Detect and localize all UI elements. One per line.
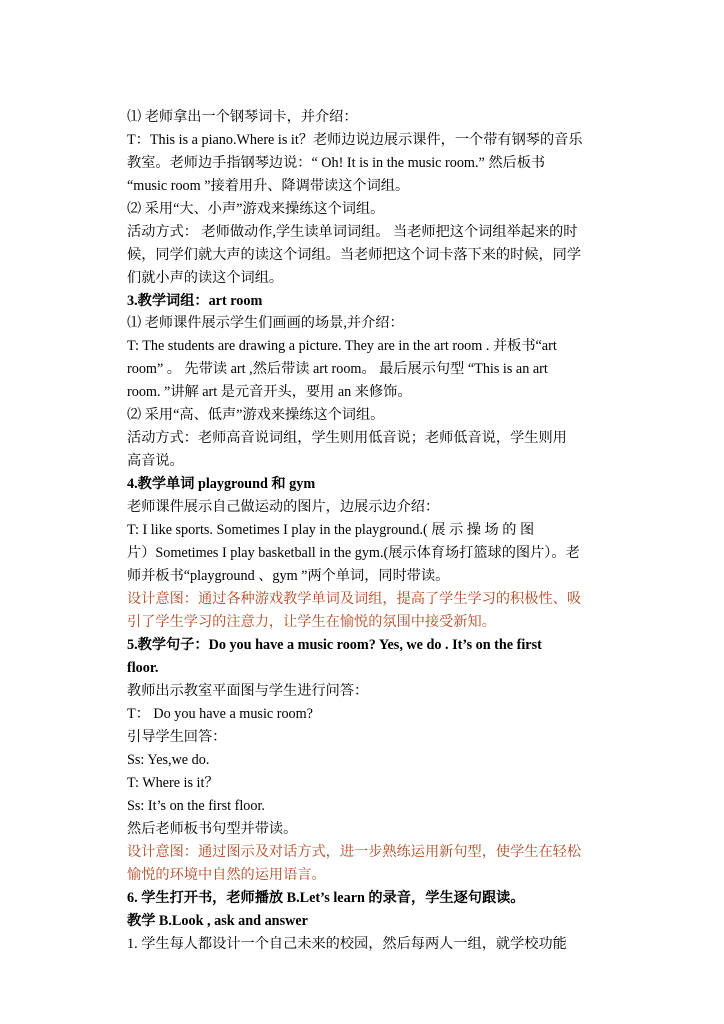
text-line: 引导学生回答：: [127, 729, 227, 745]
design-intent-note: 愉悦的环境中自然的运用语言。: [127, 867, 326, 883]
text-line: ⑴ 老师拿出一个钢琴词卡，并介绍：: [127, 109, 358, 125]
text-line: 高音说。: [127, 453, 184, 469]
section-heading: 6. 学生打开书，老师播放 B.Let’s learn 的录音，学生逐句跟读。: [127, 890, 525, 906]
text-line: 活动方式： 老师做动作,学生读单词词组。 当老师把这个词组举起来的时: [127, 224, 578, 240]
text-line: T: Where is it？: [127, 775, 219, 791]
design-intent-note: 设计意图：通过各种游戏教学单词及词组，提高了学生学习的积极性、吸: [127, 591, 582, 607]
section-heading: 4.教学单词 playground 和 gym: [127, 476, 316, 492]
text-line: 1. 学生每人都设计一个自己未来的校园，然后每两人一组，就学校功能: [127, 936, 567, 952]
text-line: 师并板书“playground 、gym ”两个单词，同时带读。: [127, 568, 450, 584]
text-line: ⑵ 采用“高、低声”游戏来操练这个词组。: [127, 407, 385, 423]
section-heading: 教学 B.Look , ask and answer: [127, 913, 308, 929]
text-line: T: The students are drawing a picture. They are in the art room . 并板书“art: [127, 338, 557, 354]
design-intent-note: 设计意图：通过图示及对话方式，进一步熟练运用新句型，使学生在轻松: [127, 844, 582, 860]
text-line: T: I like sports. Sometimes I play in the playground.( 展 示 操 场 的 图: [127, 522, 535, 538]
text-line: 教室。老师边手指钢琴边说：“ Oh! It is in the music room.” 然后板书: [127, 155, 546, 171]
text-line: 活动方式：老师高音说词组，学生则用低音说；老师低音说，学生则用: [127, 430, 567, 446]
text-line: 片）Sometimes I play basketball in the gym.(展示体育场打篮球的图片）。老: [127, 545, 580, 561]
text-line: Ss: It’s on the first floor.: [127, 798, 265, 814]
text-line: T： Do you have a music room?: [127, 706, 313, 722]
section-heading: 5.教学句子：Do you have a music room? Yes, we do . It’s on the first: [127, 637, 542, 653]
section-heading: floor.: [127, 660, 159, 676]
text-line: 然后老师板书句型并带读。: [127, 821, 298, 837]
text-line: ⑵ 采用“大、小声”游戏来操练这个词组。: [127, 201, 385, 217]
design-intent-note: 引了学生学习的注意力，让学生在愉悦的氛围中接受新知。: [127, 614, 496, 630]
text-line: 们就小声的读这个词组。: [127, 270, 284, 286]
text-line: T：This is a piano.Where is it？老师边说边展示课件，一个带有钢琴的音乐: [127, 132, 583, 148]
text-line: 教师出示教室平面图与学生进行问答：: [127, 683, 369, 699]
text-line: 候，同学们就大声的读这个词组。当老师把这个词卡落下来的时候，同学: [127, 247, 582, 263]
section-heading: 3.教学词组：art room: [127, 293, 263, 309]
text-line: “music room ”接着用升、降调带读这个词组。: [127, 178, 410, 194]
text-line: Ss: Yes,we do.: [127, 752, 210, 768]
text-line: ⑴ 老师课件展示学生们画画的场景,并介绍：: [127, 315, 404, 331]
text-line: room. ”讲解 art 是元音开头，要用 an 来修饰。: [127, 384, 412, 400]
text-line: 老师课件展示自己做运动的图片，边展示边介绍：: [127, 499, 440, 515]
text-line: room” 。 先带读 art ,然后带读 art room。 最后展示句型 “This is an art: [127, 361, 548, 377]
